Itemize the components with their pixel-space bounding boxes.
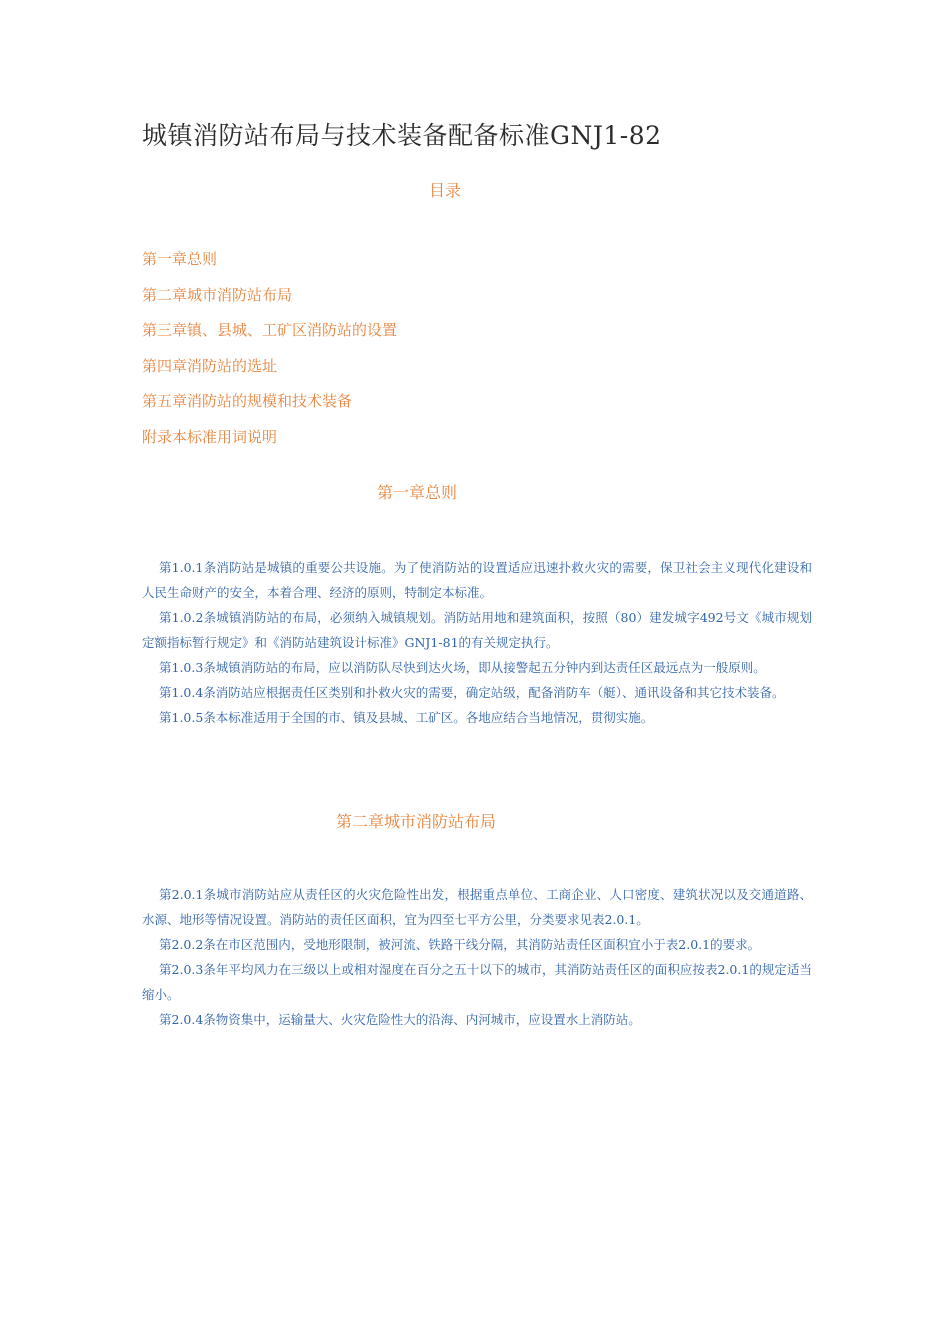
chapter-2-heading: 第二章城市消防站布局 [336, 812, 497, 831]
document-title: 城镇消防站布局与技术装备配备标准GNJ1-82 [142, 121, 662, 150]
toc-item-3[interactable]: 第三章镇、县城、工矿区消防站的设置 [142, 321, 398, 339]
toc-item-4[interactable]: 第四章消防站的选址 [142, 356, 278, 375]
chapter-1-body [142, 555, 812, 730]
paragraph-2-0-4: 第2.0.4条物资集中，运输量大、火灾危险性大的沿海、内河城市，应设置水上消防站。 [159, 1012, 641, 1027]
paragraph-1-0-4: 第1.0.4条消防站应根据责任区类别和扑救火灾的需要，确定站级，配备消防车（艇）、通讯设备和其它技术装备。 [159, 685, 785, 700]
paragraph-2-0-2: 第2.0.2条在市区范围内，受地形限制，被河流、铁路干线分隔，其消防站责任区面积宜小于表2.0.1的要求。 [159, 937, 761, 952]
toc-item-6[interactable]: 附录本标准用词说明 [142, 427, 278, 446]
paragraph-1-0-5: 第1.0.5条本标准适用于全国的市、镇及县城、工矿区。各地应结合当地情况，贯彻实施。 [159, 710, 654, 725]
paragraph-2-0-1: 第2.0.1条城市消防站应从责任区的火灾危险性出发，根据重点单位、工商企业、人口密度、建筑状况以及交通道路、水源、地形等情况设置。消防站的责任区面积，宜为四至七平方公里，分类要求见表2.0.1。 [142, 887, 812, 927]
chapter-2-body [142, 882, 812, 1032]
paragraph-1-0-1: 第1.0.1条消防站是城镇的重要公共设施。为了使消防站的设置适应迅速扑救火灾的需要，保卫社会主义现代化建设和人民生命财产的安全，本着合理、经济的原则，特制定本标准。 [142, 560, 812, 600]
chapter-1-heading: 第一章总则 [377, 483, 458, 502]
toc-item-5[interactable]: 第五章消防站的规模和技术装备 [142, 392, 353, 410]
toc-item-1[interactable]: 第一章总则 [142, 250, 218, 268]
toc-item-2[interactable]: 第二章城市消防站布局 [142, 285, 293, 304]
paragraph-2-0-3: 第2.0.3条年平均风力在三级以上或相对湿度在百分之五十以下的城市，其消防站责任区的面积应按表2.0.1的规定适当缩小。 [142, 962, 812, 1002]
paragraph-1-0-3: 第1.0.3条城镇消防站的布局，应以消防队尽快到达火场，即从接警起五分钟内到达责任区最远点为一般原则。 [159, 660, 766, 675]
paragraph-1-0-2: 第1.0.2条城镇消防站的布局，必须纳入城镇规划。消防站用地和建筑面积，按照（80）建发城字492号文《城市规划定额指标暂行规定》和《消防站建筑设计标准》GNJ1-81的有关规定执行。 [142, 610, 812, 650]
table-of-contents [142, 248, 397, 461]
toc-heading: 目录 [428, 181, 461, 200]
